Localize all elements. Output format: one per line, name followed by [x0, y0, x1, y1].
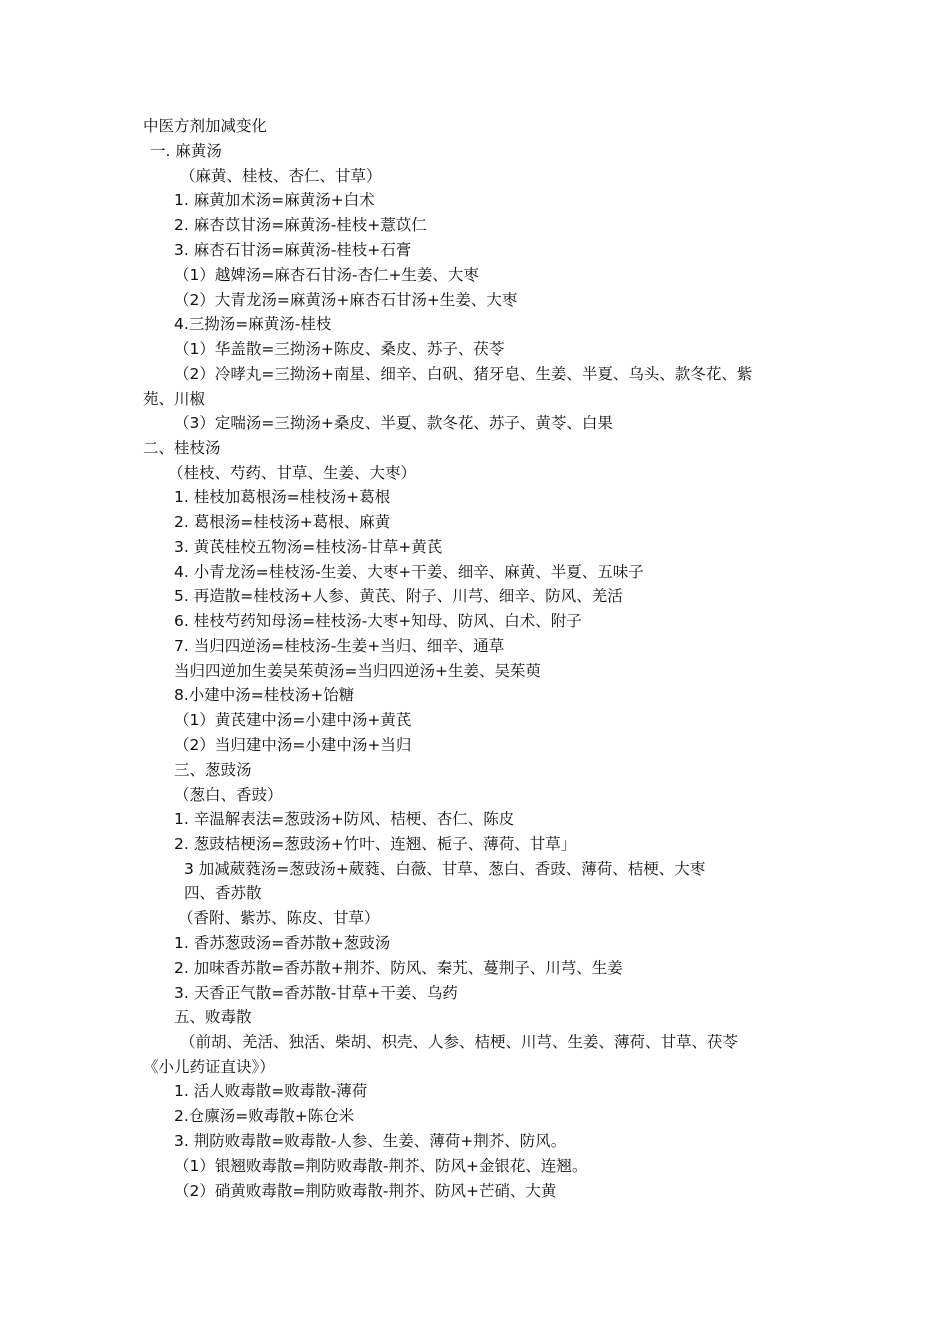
section-heading: 二、桂枝汤 — [143, 439, 221, 457]
formula-line: 1. 桂枝加葛根汤=桂枝汤+葛根 — [174, 488, 391, 506]
formula-line: 2.仓廪汤=败毒散+陈仓米 — [174, 1107, 355, 1125]
formula-line: 2. 加味香苏散=香苏散+荆芥、防风、秦艽、蔓荆子、川芎、生姜 — [174, 959, 623, 977]
formula-line: 2. 葱豉桔梗汤=葱豉汤+竹叶、连翘、栀子、薄荷、甘草」 — [174, 835, 577, 853]
formula-line: 当归四逆加生姜吴茱萸汤=当归四逆汤+生姜、吴茱萸 — [174, 662, 541, 680]
section-heading: 四、香苏散 — [184, 884, 262, 902]
formula-line: （1）华盖散=三拗汤+陈皮、桑皮、苏子、茯苓 — [174, 340, 505, 358]
formula-line: 5. 再造散=桂枝汤+人参、黄芪、附子、川芎、细辛、防风、羌活 — [174, 587, 623, 605]
formula-line: 3. 荆防败毒散=败毒散-人参、生姜、薄荷+荆芥、防风。 — [174, 1132, 567, 1150]
formula-line: （2）硝黄败毒散=荆防败毒散-荆芥、防风+芒硝、大黄 — [174, 1182, 557, 1200]
formula-line: 1. 香苏葱豉汤=香苏散+葱豉汤 — [174, 934, 391, 952]
ingredients-line: （桂枝、芍药、甘草、生姜、大枣） — [168, 464, 417, 482]
ingredients-line: （香附、紫苏、陈皮、甘草） — [178, 909, 380, 927]
formula-line: 2. 麻杏苡甘汤=麻黄汤-桂枝+薏苡仁 — [174, 216, 427, 234]
formula-line: （2）大青龙汤=麻黄汤+麻杏石甘汤+生姜、大枣 — [174, 291, 518, 309]
formula-line: 7. 当归四逆汤=桂枝汤-生姜+当归、细辛、通草 — [174, 637, 505, 655]
formula-line: （3）定喘汤=三拗汤+桑皮、半夏、款冬花、苏子、黄苓、白果 — [174, 414, 613, 432]
formula-line: （2）冷哮丸=三拗汤+南星、细辛、白矾、猪牙皂、生姜、半夏、乌头、款冬花、紫 — [174, 365, 753, 383]
formula-line: 6. 桂枝芍药知母汤=桂枝汤-大枣+知母、防风、白术、附子 — [174, 612, 582, 630]
ingredients-line: （麻黄、桂枝、杏仁、甘草） — [180, 167, 382, 185]
section-heading: 五、败毒散 — [174, 1008, 252, 1026]
formula-line: 3 加减葳蕤汤=葱豉汤+葳蕤、白薇、甘草、葱白、香豉、薄荷、桔梗、大枣 — [184, 860, 706, 878]
formula-line: 3. 黄芪桂校五物汤=桂枝汤-甘草+黄芪 — [174, 538, 443, 556]
formula-line: 1. 麻黄加术汤=麻黄汤+白术 — [174, 191, 375, 209]
formula-line: 4. 小青龙汤=桂枝汤-生姜、大枣+干姜、细辛、麻黄、半夏、五味子 — [174, 563, 644, 581]
ingredients-line: （前胡、羌活、独活、柴胡、枳壳、人参、桔梗、川芎、生姜、薄荷、甘草、茯苓 — [180, 1033, 739, 1051]
formula-line: 1. 活人败毒散=败毒散-薄荷 — [174, 1082, 368, 1100]
formula-line: 3. 麻杏石甘汤=麻黄汤-桂枝+石膏 — [174, 241, 412, 259]
formula-line: 3. 天香正气散=香苏散-甘草+干姜、乌药 — [174, 984, 458, 1002]
ingredients-line-continued: 《小儿药证直诀》） — [143, 1058, 275, 1076]
ingredients-line: （葱白、香豉） — [174, 786, 283, 804]
formula-line-continued: 苑、川椒 — [143, 390, 206, 408]
formula-line: （1）越婢汤=麻杏石甘汤-杏仁+生姜、大枣 — [174, 266, 479, 284]
formula-line: 4.三拗汤=麻黄汤-桂枝 — [174, 315, 332, 333]
formula-line: （1）银翘败毒散=荆防败毒散-荆芥、防风+金银花、连翘。 — [174, 1157, 588, 1175]
section-heading: 一. 麻黄汤 — [150, 142, 222, 160]
formula-line: 8.小建中汤=桂枝汤+饴糖 — [174, 686, 355, 704]
formula-line: （1）黄芪建中汤=小建中汤+黄芪 — [174, 711, 412, 729]
formula-line: （2）当归建中汤=小建中汤+当归 — [174, 736, 412, 754]
formula-line: 2. 葛根汤=桂枝汤+葛根、麻黄 — [174, 513, 391, 531]
section-heading: 三、葱豉汤 — [174, 761, 252, 779]
document-title: 中医方剂加减变化 — [143, 117, 268, 135]
formula-line: 1. 辛温解表法=葱豉汤+防风、桔梗、杏仁、陈皮 — [174, 810, 515, 828]
